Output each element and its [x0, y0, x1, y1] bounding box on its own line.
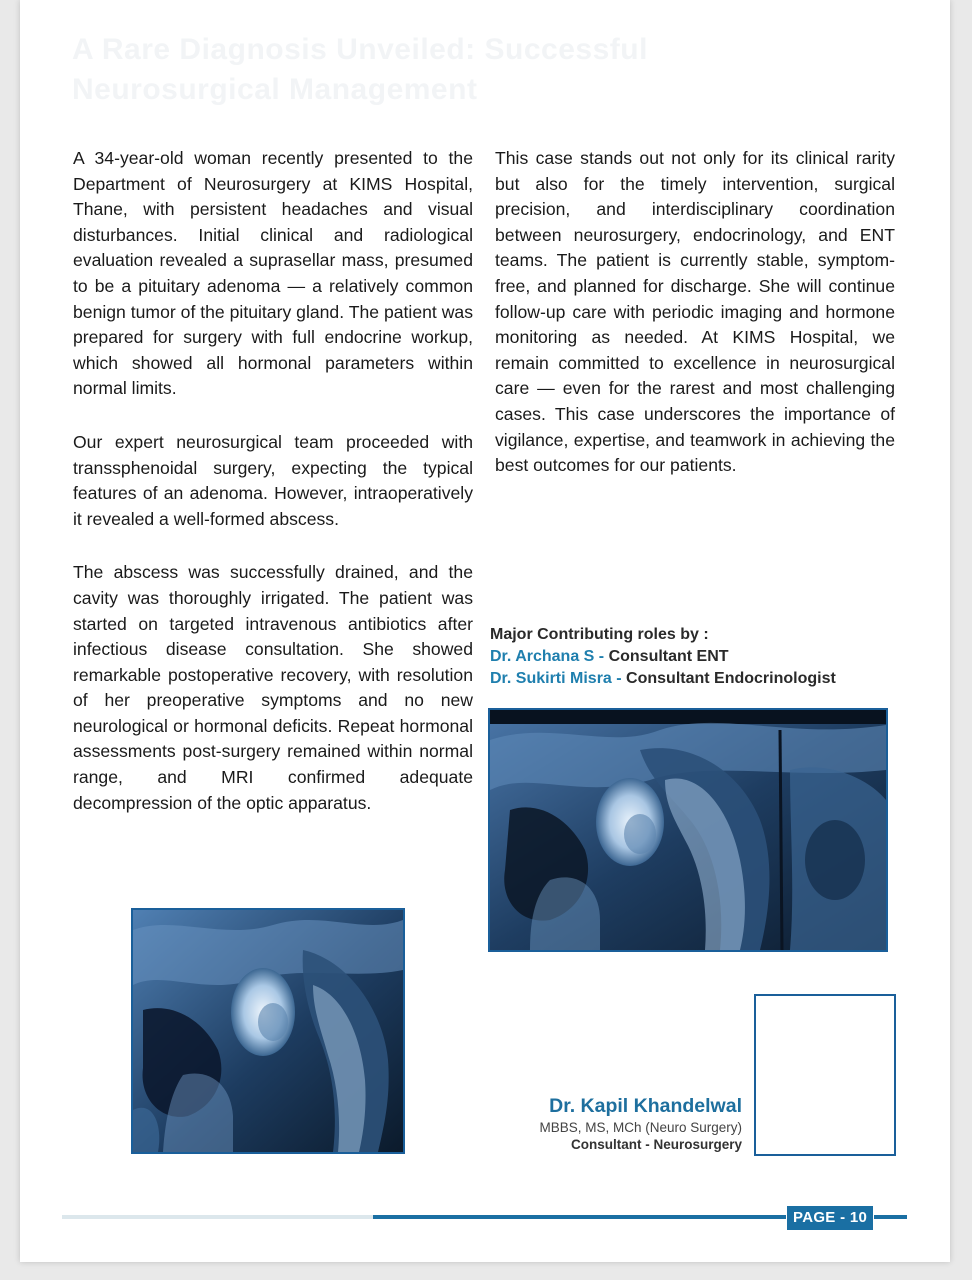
article-title: A Rare Diagnosis Unveiled: Successful Neurosurgical Management: [72, 33, 648, 106]
paragraph: The abscess was successfully drained, and the cavity was thoroughly irrigated. The patient was started on targeted intravenous antibiotics after infectious disease consultation. She showed remarkable postoperative recovery, with resolution of her preoperative symptoms and no new neurological or hormonal deficits. Repeat hormonal assessments post-surgery remained within normal range, and MRI confirmed adequate decompression of the optic apparatus.: [73, 562, 473, 813]
contributors-heading: Major Contributing roles by :: [490, 626, 709, 643]
mri-image-coronal: [131, 908, 405, 1154]
right-column: [495, 146, 895, 479]
contributor-role: Consultant Endocrinologist: [626, 670, 836, 687]
mri-scan-graphic: [133, 910, 403, 1152]
contributor-row: [490, 646, 910, 668]
mri-scan-graphic: [490, 710, 886, 950]
paragraph: Our expert neurosurgical team proceeded with transsphenoidal surgery, expecting the typical features of an adenoma. However, intraoperatively it revealed a well-formed abscess.: [73, 431, 473, 529]
author-signature: [539, 1093, 742, 1153]
contributor-row: [490, 668, 910, 690]
mri-image-sagittal: [488, 708, 888, 952]
contributor-role: Consultant ENT: [608, 648, 729, 665]
paragraph: This case stands out not only for its clinical rarity but also for the timely intervention, surgical precision, and interdisciplinary coordination between neurosurgery, endocrinology, and ENT teams. The patient is currently stable, symptom-free, and planned for discharge. She will continue follow-up care with periodic imaging and hormone monitoring as needed. At KIMS Hospital, we remain committed to excellence in neurosurgical care — even for the rarest and most challenging cases. This case underscores the importance of vigilance, expertise, and teamwork in achieving the best outcomes for our patients.: [495, 148, 895, 476]
left-column: [73, 146, 473, 816]
contributors-block: [490, 624, 910, 690]
paragraph: A 34-year-old woman recently presented to the Department of Neurosurgery at KIMS Hospital, Thane, with persistent headaches and visual disturbances. Initial clinical and radiological evaluation revealed a suprasellar mass, presumed to be a pituitary adenoma — a relatively common benign tumor of the pituitary gland. The patient was prepared for surgery with full endocrine workup, which showed all hormonal parameters within normal limits.: [73, 148, 473, 399]
author-designation: Consultant - Neurosurgery: [570, 1137, 742, 1152]
page-number-badge: PAGE - 10: [786, 1205, 874, 1231]
contributor-name: Dr. Archana S: [490, 648, 595, 665]
contributor-separator: -: [611, 670, 627, 687]
author-degrees: MBBS, MS, MCh (Neuro Surgery): [539, 1120, 742, 1135]
page-sheet: [20, 0, 950, 1262]
author-name: Dr. Kapil Khandelwal: [549, 1095, 742, 1117]
author-photo-frame: [754, 994, 896, 1156]
contributor-separator: -: [594, 648, 609, 665]
footer-rule-light: [62, 1215, 402, 1219]
contributor-name: Dr. Sukirti Misra: [490, 670, 612, 687]
